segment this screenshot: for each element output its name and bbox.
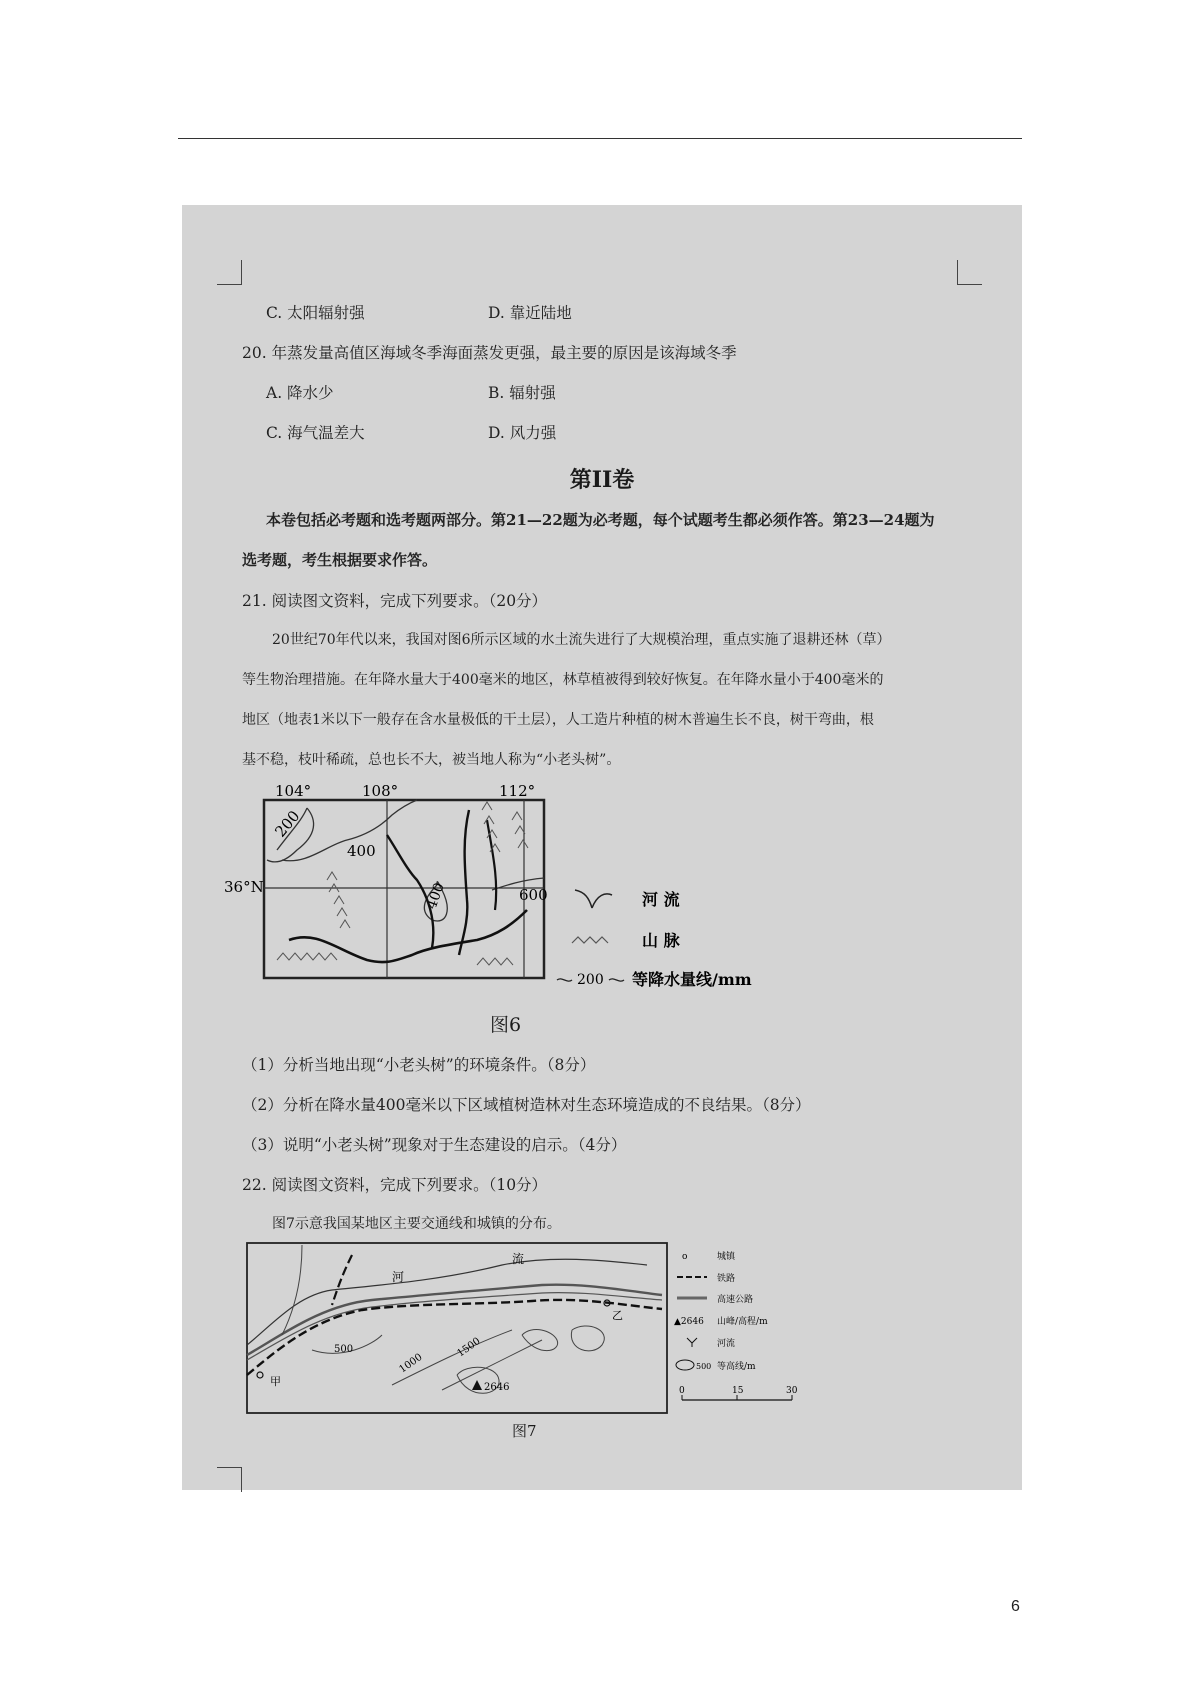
fig6-river-tributary-1 <box>387 835 433 948</box>
fig7-peak-label: 2646 <box>484 1382 510 1393</box>
fig7-contour-label-1500: 1500 <box>455 1335 483 1360</box>
fig6-river-tributary-2 <box>459 810 469 955</box>
fig6-label-200: 200 <box>271 807 304 841</box>
fig6-river-tributary-3 <box>487 820 496 910</box>
crop-mark-bottom-left <box>217 1467 242 1492</box>
q21-passage-line-3: 地区（地表1米以下一般存在含水量极低的干土层），人工造片种植的树木普遍生长不良，树干弯曲，根 <box>242 712 874 728</box>
q21-sub-1: （1）分析当地出现“小老头树”的环境条件。（8分） <box>242 1056 596 1074</box>
crop-mark-top-right <box>957 260 982 285</box>
fig7-town-jia-label: 甲 <box>270 1375 281 1388</box>
crop-mark-top-left <box>217 260 242 285</box>
fig7-town-jia <box>257 1372 263 1378</box>
q21-passage-line-1: 20世纪70年代以来，我国对图6所示区域的水土流失进行了大规模治理，重点实施了退耕还林（草） <box>272 632 891 648</box>
q22-stem: 22. 阅读图文资料，完成下列要求。（10分） <box>242 1176 548 1194</box>
q21-sub-2: （2）分析在降水量400毫米以下区域植树造林对生态环境造成的不良结果。（8分） <box>242 1096 811 1114</box>
fig6-lon-108: 108° <box>362 782 399 800</box>
q20-option-a: A. 降水少 <box>266 384 334 402</box>
fig7-railway <box>247 1300 662 1375</box>
fig6-legend-river: 河 流 <box>642 890 680 909</box>
header-rule <box>178 138 1022 139</box>
q19-option-d: D. 靠近陆地 <box>488 304 572 322</box>
fig7-legend <box>674 1250 798 1400</box>
fig7-legend-highway: 高速公路 <box>717 1295 754 1305</box>
q19-option-c: C. 太阳辐射强 <box>266 304 365 322</box>
svg-text:500: 500 <box>696 1362 712 1371</box>
fig7-legend-town: 城镇 <box>717 1252 736 1262</box>
fig7-river <box>247 1259 647 1345</box>
q20-option-b: B. 辐射强 <box>488 384 556 402</box>
figure-6-caption: 图6 <box>490 1014 522 1036</box>
fig7-peak-icon <box>472 1380 482 1390</box>
fig7-legend-railway: 铁路 <box>717 1274 736 1284</box>
svg-text:0: 0 <box>679 1386 685 1396</box>
fig6-legend-isohyet: 等降水量线/mm <box>632 970 752 989</box>
fig7-contour-label-500: 500 <box>334 1344 354 1355</box>
fig7-contour-label-1000: 1000 <box>397 1351 425 1376</box>
fig7-legend-contour: 等高线/m <box>717 1362 756 1372</box>
figure-7-caption: 图7 <box>512 1422 537 1440</box>
q21-sub-3: （3）说明“小老头树”现象对于生态建设的启示。（4分） <box>242 1136 627 1154</box>
q20-option-d: D. 风力强 <box>488 424 557 442</box>
fig6-legend-isohyet-number: 200 <box>577 972 604 988</box>
fig6-lat-36n: 36°N <box>224 878 264 896</box>
fig6-label-400-a: 400 <box>347 842 376 860</box>
q20-stem: 20. 年蒸发量高值区海域冬季海面蒸发更强，最主要的原因是该海域冬季 <box>242 344 737 362</box>
fig7-legend-peak: 山峰/高程/m <box>717 1317 768 1327</box>
q21-passage-line-4: 基不稳，枝叶稀疏，总也长不大，被当地人称为“小老头树”。 <box>242 752 621 768</box>
fig6-label-600: 600 <box>519 886 548 904</box>
q22-intro: 图7示意我国某地区主要交通线和城镇的分布。 <box>272 1216 561 1232</box>
section-2-intro-line-1: 本卷包括必考题和选考题两部分。第21—22题为必考题，每个试题考生都必须作答。第23—24题为 <box>266 511 935 529</box>
svg-text:15: 15 <box>732 1386 744 1396</box>
fig7-town-yi-label: 乙 <box>612 1309 623 1322</box>
fig7-highway <box>247 1285 662 1355</box>
fig6-legend-river-symbol <box>575 890 612 908</box>
svg-text:30: 30 <box>786 1386 798 1396</box>
fig6-lon-112: 112° <box>499 782 536 800</box>
fig6-lon-104: 104° <box>275 782 312 800</box>
page-number: 6 <box>1011 1598 1020 1615</box>
fig7-legend-river: 河流 <box>717 1339 736 1349</box>
fig6-main-river <box>289 910 527 962</box>
fig6-legend-mountain: 山 脉 <box>642 931 680 950</box>
fig6-label-400-b: 400 <box>423 880 448 912</box>
section-2-intro-line-2: 选考题，考生根据要求作答。 <box>242 551 438 569</box>
q20-option-c: C. 海气温差大 <box>266 424 365 442</box>
svg-text:▲2646: ▲2646 <box>674 1317 704 1327</box>
fig6-legend-mountain-symbol <box>572 937 608 943</box>
figure-6-map <box>224 780 757 1010</box>
fig7-river-label-1: 河 <box>392 1270 405 1284</box>
fig7-river-label-2: 流 <box>512 1252 525 1266</box>
figure-7-map <box>242 1235 802 1415</box>
section-2-title: 第II卷 <box>569 467 635 493</box>
q21-passage-line-2: 等生物治理措施。在年降水量大于400毫米的地区，林草植被得到较好恢复。在年降水量小于400毫米的 <box>242 672 884 688</box>
svg-text:o: o <box>682 1252 688 1262</box>
scanned-page <box>182 205 1022 1490</box>
fig6-mountains <box>277 802 528 965</box>
q21-stem: 21. 阅读图文资料，完成下列要求。（20分） <box>242 592 548 610</box>
fig6-map-frame <box>264 800 544 978</box>
